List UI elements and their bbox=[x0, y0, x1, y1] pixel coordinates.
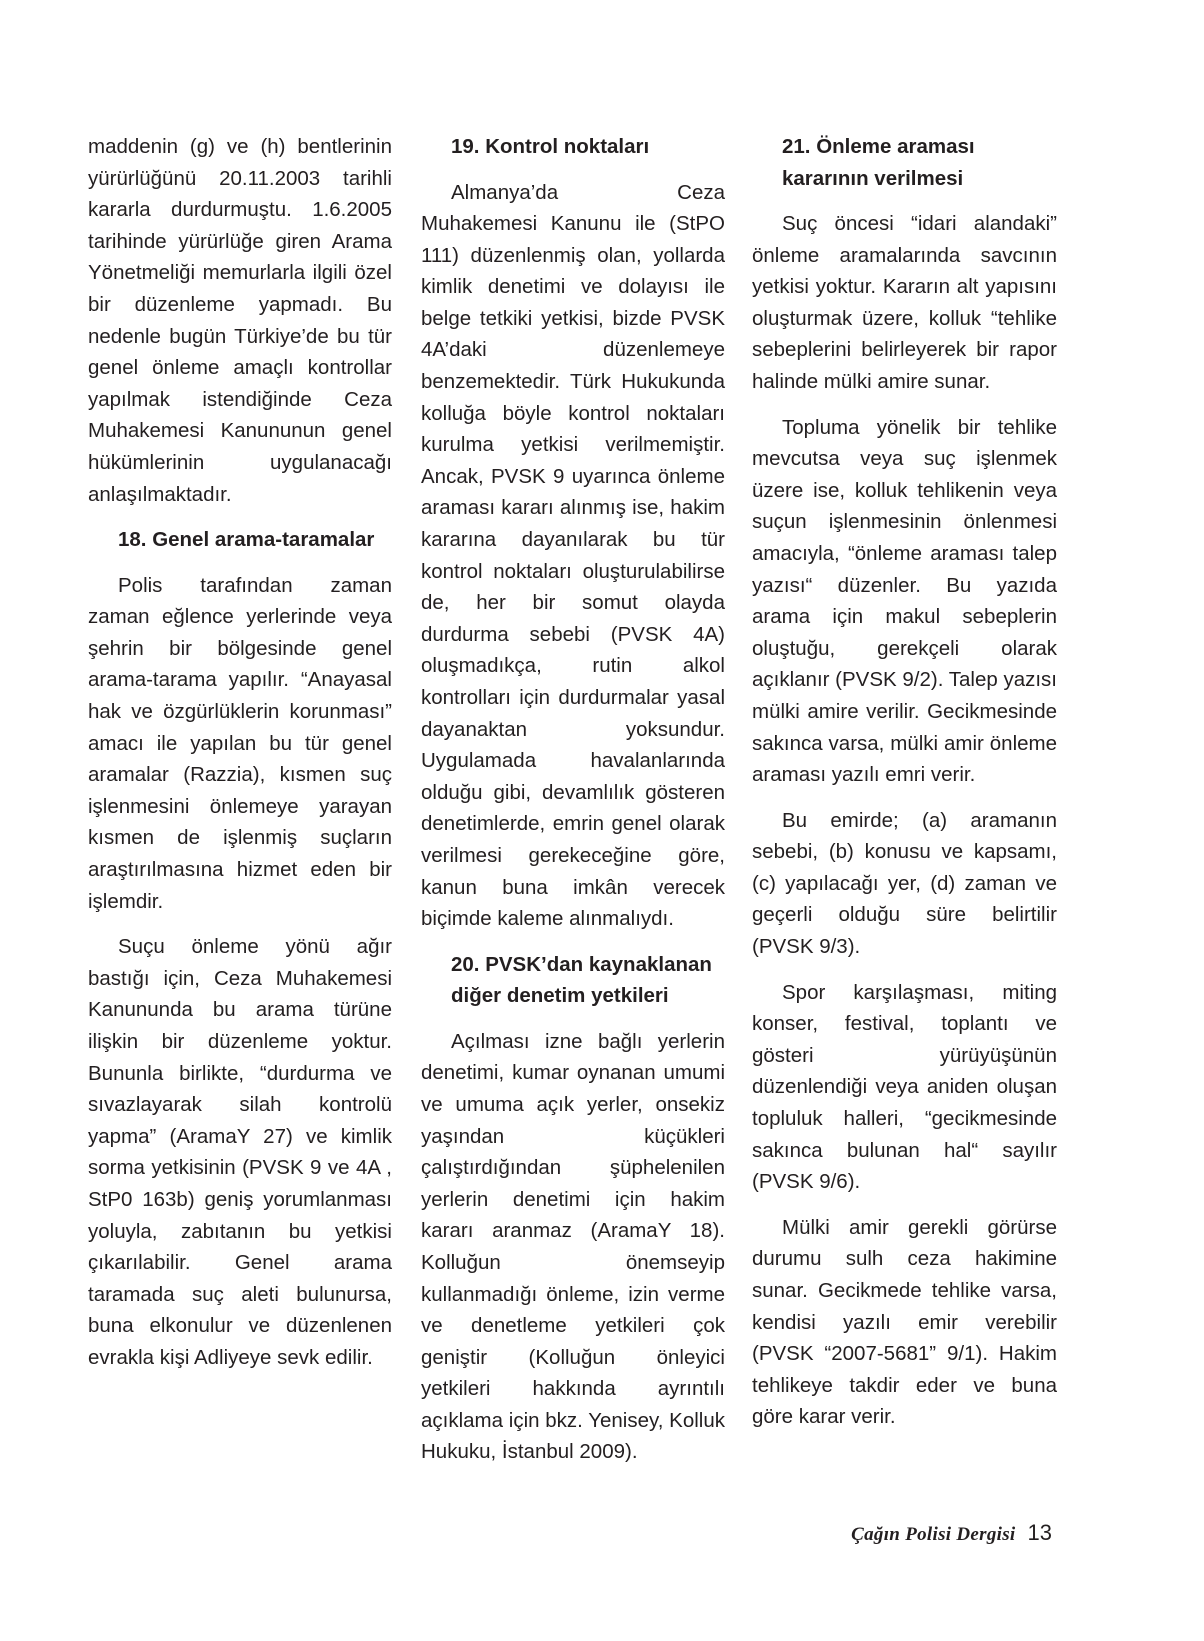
section-heading: 18. Genel arama-taramalar bbox=[118, 528, 375, 552]
section-heading: 20. PVSK’dan kaynaklanan diğer denetim yetkileri bbox=[451, 952, 712, 1008]
page-footer bbox=[851, 1520, 1052, 1546]
paragraph: Açılması izne bağlı yerlerin denetimi, kumar oynanan umumi ve umuma açık yerler, onsekiz yaşından küçükleri çalıştırdığından şüphelenilen yerlerin denetimi için hakim kararı aranmaz (AramaY 18). Kolluğun önemseyip kullanmadığı önleme, izin verme ve denetleme yetkileri çok geniştir (Kolluğun önleyici yetkileri hakkında ayrıntılı açıklama için bkz. Yenisey, Kolluk Hukuku, İstanbul 2009). bbox=[421, 1029, 725, 1464]
section-heading: 19. Kontrol noktaları bbox=[451, 135, 650, 158]
paragraph: Suç öncesi “idari alandaki” önleme aramalarında savcının yetkisi yoktur. Kararın alt yapısını oluşturmak üzere, kolluk “tehlike sebeplerini belirleyerek bir rapor halinde mülki amire sunar. bbox=[752, 212, 1057, 393]
paragraph: Bu emirde; (a) aramanın sebebi, (b) konusu ve kapsamı, (c) yapılacağı yer, (d) zaman ve geçerli olduğu süre belirtilir (PVSK 9/3). bbox=[752, 808, 1057, 959]
section-heading: 21. Önleme araması kararının verilmesi bbox=[782, 135, 975, 190]
column-3 bbox=[752, 131, 1057, 1447]
paragraph: Almanya’da Ceza Muhakemesi Kanunu ile (StPO 111) düzenlenmiş olan, yollarda kimlik denetimi ve dolayısı ile belge tetkiki yetkisi, bizde PVSK 4A’daki düzenlemeye benzemektedir. Türk Hukukunda kolluğa böyle kontrol noktaları kurulma yetkisi verilmemiştir. Ancak, PVSK 9 uyarınca önleme araması kararı alınmış ise, hakim kararına dayanılarak bu tür kontrol noktaları oluşturulabilirse de, her bir somut olayda durdurma sebebi (PVSK 4A) oluşmadıkça, rutin alkol kontrolları için durdurmalar yasal dayanaktan yoksundur. Uygulamada havalanlarında olduğu gibi, devamlılık gösteren denetimlerde, emrin genel olarak verilmesi gerekeceğine göre, kanun buna imkân verecek biçimde kaleme alınmalıydı. bbox=[421, 180, 725, 931]
column-1 bbox=[88, 131, 392, 1387]
paragraph: Topluma yönelik bir tehlike mevcutsa veya suç işlenmek üzere ise, kolluk tehlikenin veya suçun işlenmesinin önlenmesi amacıyla, “önleme araması talep yazısı“ düzenler. Bu yazıda arama için makul sebeplerin oluştuğu, gerekçeli olarak açıklanır (PVSK 9/2). Talep yazısı mülki amire verilir. Gecikmesinde sakınca varsa, mülki amir önleme araması yazılı emri verir. bbox=[752, 415, 1057, 787]
column-2 bbox=[421, 131, 725, 1482]
page-number: 13 bbox=[1027, 1520, 1052, 1545]
paragraph: Mülki amir gerekli görürse durumu sulh ceza hakimine sunar. Gecikmede tehlike varsa, kendisi yazılı emir verebilir (PVSK “2007-5681” 9/1). Hakim tehlikeye takdir eder ve buna göre karar verir. bbox=[752, 1215, 1057, 1429]
paragraph: Suçu önleme yönü ağır bastığı için, Ceza Muhakemesi Kanununda bu arama türüne ilişkin bir düzenleme yoktur. Bununla birlikte, “durdurma ve sıvazlayarak silah kontrolü yapma” (AramaY 27) ve kimlik sorma yetkisinin (PVSK 9 ve 4A , StP0 163b) geniş yorumlanması yoluyla, zabıtanın bu yetkisi çıkarılabilir. Genel arama taramada suç aleti bulunursa, buna elkonulur ve düzenlenen evrakla kişi Adliyeye sevk edilir. bbox=[88, 935, 392, 1369]
paragraph: Polis tarafından zaman zaman eğlence yerlerinde veya şehrin bir bölgesinde genel arama-tarama yapılır. “Anayasal hak ve özgürlüklerin korunması” amacı ile yapılan bu tür genel aramalar (Razzia), kısmen suç işlenmesini önlemeye yarayan kısmen de işlenmiş suçların araştırılmasına hizmet eden bir işlemdir. bbox=[88, 573, 392, 913]
paragraph: Spor karşılaşması, miting konser, festival, toplantı ve gösteri yürüyüşünün düzenlendiği veya aniden oluşan topluluk halleri, “gecikmesinde sakınca bulunan hal“ sayılır (PVSK 9/6). bbox=[752, 980, 1057, 1194]
paragraph: maddenin (g) ve (h) bentlerinin yürürlüğünü 20.11.2003 tarihli kararla durdurmuştu. 1.6.2005 tarihinde yürürlüğe giren Arama Yönetmeliği memurlarla ilgili özel bir düzenleme yapmadı. Bu nedenle bugün Türkiye’de bu tür genel önleme amaçlı kontrollar yapılmak istendiğinde Ceza Muhakemesi Kanununun genel hükümlerinin uygulanacağı anlaşılmaktadır. bbox=[88, 135, 392, 506]
journal-name: Çağın Polisi Dergisi bbox=[851, 1524, 1016, 1545]
